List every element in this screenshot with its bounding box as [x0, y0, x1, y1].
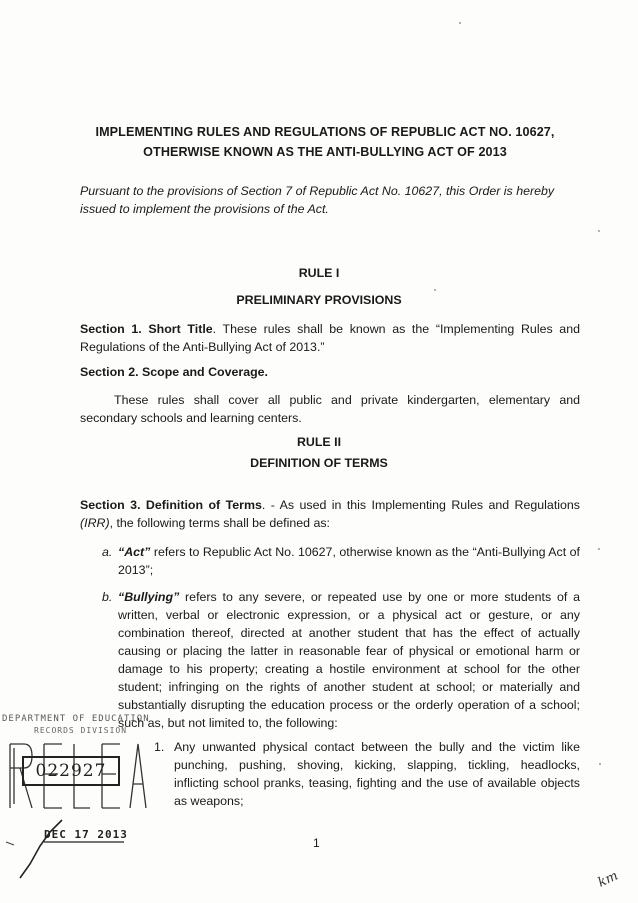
intro-paragraph: Pursuant to the provisions of Section 7 of Republic Act No. 10627, this Order is hereby issued to implement the provisions of the Act. [80, 184, 555, 216]
subitem-1-text: Any unwanted physical contact between the bully and the victim like punching, pushing, shoving, kicking, slapping, tickling, headlocks, inflicting school pranks, teasing, fighting and the use of available objects as weapons; [174, 740, 580, 808]
section-2-heading [80, 363, 580, 381]
item-b-term: “Bullying” [118, 590, 180, 604]
section-3-text-b: , the following terms shall be defined as: [109, 516, 330, 530]
subitem-1-number: 1. [154, 740, 165, 754]
section-1-heading: Section 1. Short Title [80, 322, 213, 336]
item-a-text: refers to Republic Act No. 10627, otherwise known as the “Anti-Bullying Act of 2013”; [118, 545, 580, 577]
section-3-heading: Section 3. Definition of Terms [80, 498, 262, 512]
item-b-marker: b. [102, 590, 113, 604]
rule-2-heading: DEFINITION OF TERMS [250, 456, 388, 470]
definition-item-a [102, 543, 580, 579]
subitem-1 [154, 738, 580, 810]
section-2-paragraph: These rules shall cover all public and private kindergarten, elementary and secondary schools and learning centers. [80, 393, 580, 425]
section-3-irr: (IRR) [80, 516, 110, 530]
scan-speck [598, 548, 600, 550]
page-number: 1 [313, 836, 320, 850]
item-a-term: “Act” [118, 545, 151, 559]
stamp-division-text: RECORDS DIVISION [34, 726, 128, 735]
stamp-number: 022927 [22, 756, 120, 786]
item-b-text: refers to any severe, or repeated use by one or more students of a written, verbal or electronic expression, or a physical act or gesture, or any combination thereof, directed at another student that has the effect of actually causing or placing the latter in reasonable fear of physical or emotional harm or damage to his property; creating a hostile environment at school for the other student; infringing on the rights of another student at school; or materially and substantially disrupting the education process or the orderly operation of a school; such as, but not limited to, the following: [118, 590, 580, 730]
title-line-1: IMPLEMENTING RULES AND REGULATIONS OF REPUBLIC ACT NO. 10627, [95, 125, 555, 139]
scan-speck [599, 763, 601, 765]
item-a-marker: a. [102, 545, 113, 559]
scan-speck [434, 289, 436, 291]
section-3-text-a: . - As used in this Implementing Rules and Regulations [261, 498, 580, 512]
stamp-signature-mark [0, 812, 130, 882]
document-title [60, 122, 590, 162]
stamp-department-text: DEPARTMENT OF EDUCATION [2, 714, 150, 724]
released-stamp [0, 714, 172, 882]
handwritten-initials: km [595, 868, 621, 891]
title-line-2: OTHERWISE KNOWN AS THE ANTI-BULLYING ACT OF 2013 [143, 145, 507, 159]
rule-2-label: RULE II [296, 435, 342, 449]
scan-speck [598, 230, 600, 232]
section-2-heading-text: Section 2. Scope and Coverage. [80, 365, 268, 379]
section-1-paragraph [80, 320, 580, 356]
rule-1-heading: PRELIMINARY PROVISIONS [236, 293, 402, 307]
stamp-date: DEC 17 2013 [44, 828, 128, 841]
rule-1-label: RULE I [298, 266, 340, 280]
definition-item-b [102, 588, 580, 732]
section-1-text: . These rules shall be known as the “Implementing Rules and Regulations of the Anti-Bullying Act of 2013.” [80, 322, 580, 354]
scan-speck [459, 22, 461, 24]
section-3-paragraph [80, 496, 580, 532]
